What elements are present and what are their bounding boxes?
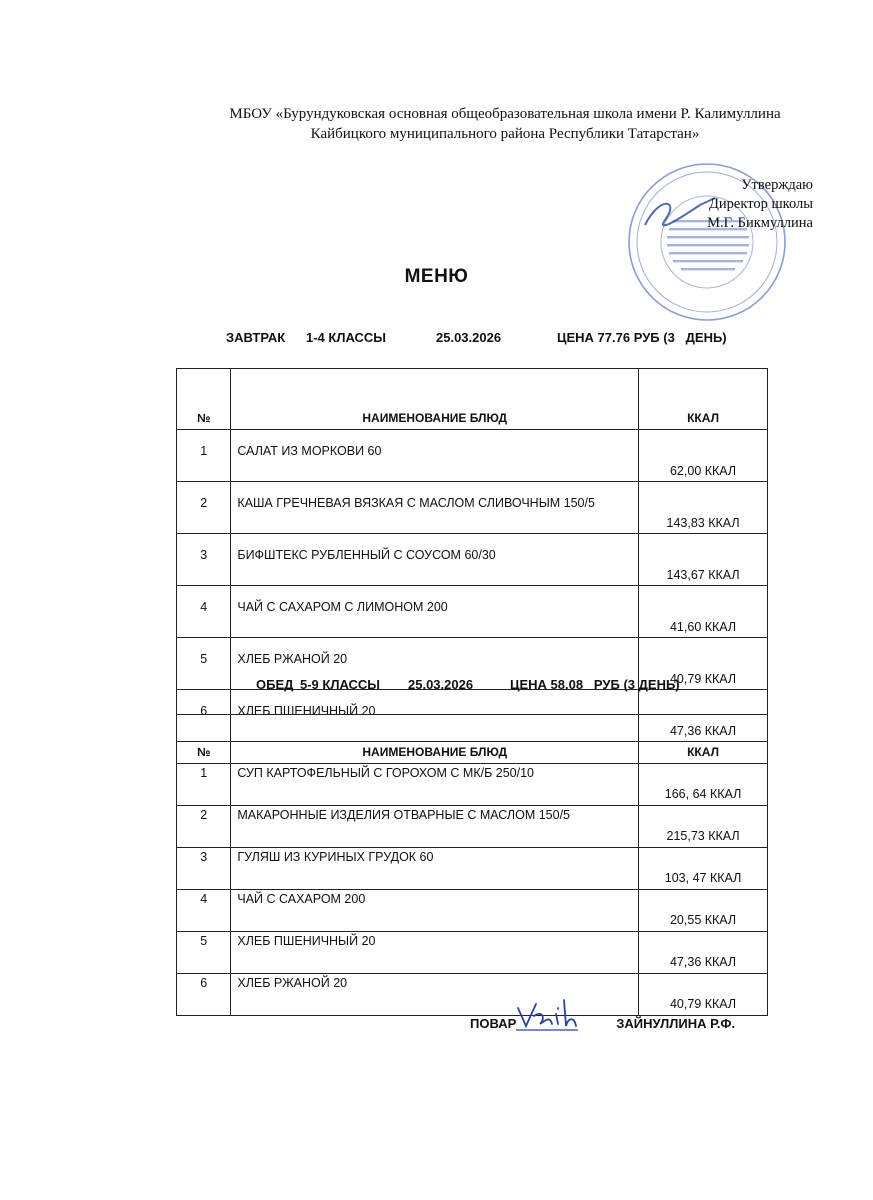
dish-name: КАША ГРЕЧНЕВАЯ ВЯЗКАЯ С МАСЛОМ СЛИВОЧНЫМ 150/5 xyxy=(231,482,639,534)
dish-name: СУП КАРТОФЕЛЬНЫЙ С ГОРОХОМ С МК/Б 250/10 xyxy=(231,764,639,806)
table-row xyxy=(177,890,768,932)
row-number: 5 xyxy=(177,638,231,690)
table-row xyxy=(177,482,768,534)
row-number: 4 xyxy=(177,586,231,638)
column-header-dish: НАИМЕНОВАНИЕ БЛЮД xyxy=(231,369,639,430)
column-header-kcal: ККАЛ xyxy=(639,715,768,764)
lunch-date: 25.03.2026 xyxy=(408,677,474,692)
table-row xyxy=(177,534,768,586)
approval-position: Директор школы xyxy=(709,196,813,212)
dish-kcal: 20,55 ККАЛ xyxy=(639,890,768,932)
table-row xyxy=(177,932,768,974)
table-row xyxy=(177,430,768,482)
dish-name: ХЛЕБ ПШЕНИЧНЫЙ 20 xyxy=(231,690,639,742)
row-number: 2 xyxy=(177,482,231,534)
dish-name: ХЛЕБ РЖАНОЙ 20 xyxy=(231,974,639,1016)
dish-kcal: 143,67 ККАЛ xyxy=(639,534,768,586)
row-number: 4 xyxy=(177,890,231,932)
lunch-price: ЦЕНА 58.08 РУБ (3 ДЕНЬ) xyxy=(510,677,680,692)
column-header-kcal: ККАЛ xyxy=(639,369,768,430)
column-header-number: № xyxy=(177,715,231,764)
menu-title: МЕНЮ xyxy=(404,266,469,287)
dish-kcal: 40,79 ККАЛ xyxy=(639,974,768,1016)
table-row xyxy=(177,974,768,1016)
breakfast-date: 25.03.2026 xyxy=(436,330,502,345)
dish-name: ХЛЕБ ПШЕНИЧНЫЙ 20 xyxy=(231,932,639,974)
table-row xyxy=(177,764,768,806)
row-number: 3 xyxy=(177,848,231,890)
dish-name: МАКАРОННЫЕ ИЗДЕЛИЯ ОТВАРНЫЕ С МАСЛОМ 150/5 xyxy=(231,806,639,848)
dish-kcal: 215,73 ККАЛ xyxy=(639,806,768,848)
dish-kcal: 47,36 ККАЛ xyxy=(639,690,768,742)
approval-block xyxy=(707,176,813,233)
breakfast-classes: 1-4 КЛАССЫ xyxy=(306,330,387,345)
table-header-row xyxy=(177,715,768,764)
breakfast-price: ЦЕНА 77.76 РУБ (3 ДЕНЬ) xyxy=(557,330,727,345)
dish-name: БИФШТЕКС РУБЛЕННЫЙ С СОУСОМ 60/30 xyxy=(231,534,639,586)
dish-kcal: 166, 64 ККАЛ xyxy=(639,764,768,806)
column-header-dish: НАИМЕНОВАНИЕ БЛЮД xyxy=(231,715,639,764)
lunch-table xyxy=(176,714,768,1016)
row-number: 5 xyxy=(177,932,231,974)
table-header-row xyxy=(177,369,768,430)
table-row xyxy=(177,586,768,638)
approval-word: Утверждаю xyxy=(741,177,813,193)
dish-kcal: 41,60 ККАЛ xyxy=(639,586,768,638)
dish-name: ХЛЕБ РЖАНОЙ 20 xyxy=(231,638,639,690)
approval-director-name: М.Г. Бикмуллина xyxy=(707,215,813,231)
lunch-classes: 5-9 КЛАССЫ xyxy=(300,677,381,692)
dish-name: САЛАТ ИЗ МОРКОВИ 60 xyxy=(231,430,639,482)
row-number: 6 xyxy=(177,974,231,1016)
dish-kcal: 47,36 ККАЛ xyxy=(639,932,768,974)
table-row xyxy=(177,848,768,890)
row-number: 3 xyxy=(177,534,231,586)
school-name-line1: МБОУ «Бурундуковская основная общеобразовательная школа имени Р. Калимуллина xyxy=(229,106,781,122)
lunch-meal: ОБЕД xyxy=(256,677,294,692)
dish-kcal: 143,83 ККАЛ xyxy=(639,482,768,534)
row-number: 6 xyxy=(177,690,231,742)
cook-signature-line xyxy=(470,1016,735,1031)
breakfast-meal: ЗАВТРАК xyxy=(226,330,286,345)
dish-name: ЧАЙ С САХАРОМ 200 xyxy=(231,890,639,932)
row-number: 1 xyxy=(177,764,231,806)
dish-kcal: 62,00 ККАЛ xyxy=(639,430,768,482)
row-number: 2 xyxy=(177,806,231,848)
school-name-line2: Кайбицкого муниципального района Республики Татарстан» xyxy=(310,126,700,142)
column-header-number: № xyxy=(177,369,231,430)
dish-kcal: 40,79 ККАЛ xyxy=(639,638,768,690)
dish-name: ЧАЙ С САХАРОМ С ЛИМОНОМ 200 xyxy=(231,586,639,638)
table-row xyxy=(177,806,768,848)
dish-name: ГУЛЯШ ИЗ КУРИНЫХ ГРУДОК 60 xyxy=(231,848,639,890)
school-header xyxy=(150,104,860,144)
dish-kcal: 103, 47 ККАЛ xyxy=(639,848,768,890)
cook-label: ПОВАР xyxy=(470,1016,517,1031)
row-number: 1 xyxy=(177,430,231,482)
cook-signature xyxy=(512,996,582,1036)
cook-name: ЗАЙНУЛЛИНА Р.Ф. xyxy=(616,1016,736,1031)
